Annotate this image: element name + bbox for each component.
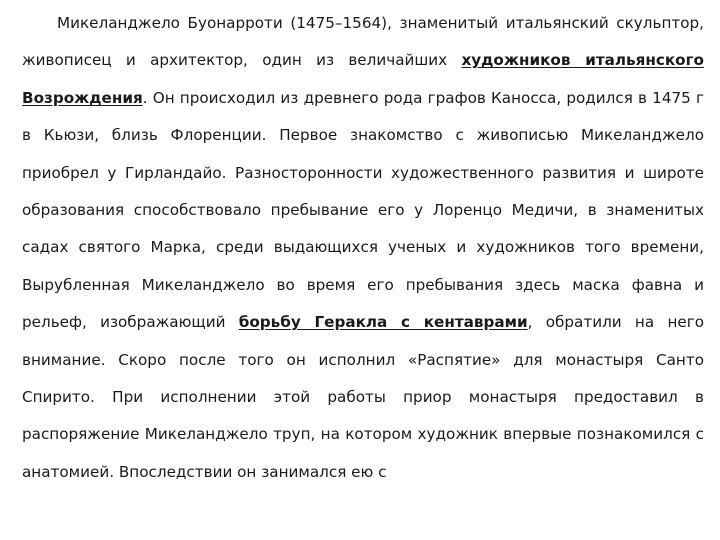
body-paragraph: [22, 5, 704, 491]
link-hercules-centaurs[interactable]: борьбу Геракла с кентаврами: [238, 313, 528, 332]
paragraph-text-3: , обратили на него внимание. Скоро после того он исполнил «Распятие» для монастыря Санто Спирито. При исполнении этой работы приор монастыря предоставил в распоряжение Микеланджело труп, на котором художник впервые познакомился с анатомией. Впоследствии он занимался ею с: [22, 313, 704, 481]
link-italian-renaissance-artists[interactable]: художников итальянского Возрождения: [22, 51, 704, 107]
paragraph-text-1: Микеланджело Буонарроти (1475–1564), знаменитый итальянский скульптор, живописец и архитектор, один из величайших: [22, 14, 704, 70]
paragraph-text-2: . Он происходил из древнего рода графов Каносса, родился в 1475 г в Кьюзи, близь Флоренции. Первое знакомство с живописью Микеланджело приобрел у Гирландайо. Разносторонности художественного развития и широте образования способствовало пребывание его у Лоренцо Медичи, в знаменитых садах святого Марка, среди выдающихся ученых и художников того времени, Вырубленная Микеланджело во время его пребывания здесь маска фавна и рельеф, изображающий: [22, 88, 704, 332]
